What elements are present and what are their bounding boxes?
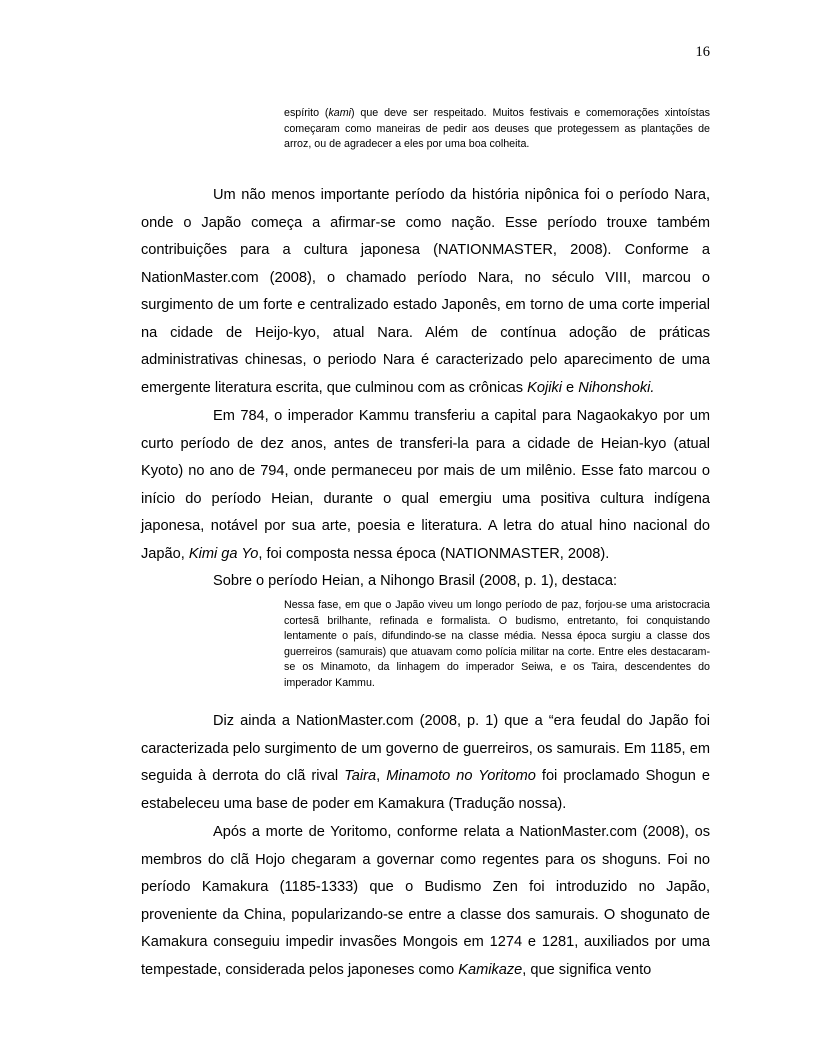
paragraph-text: foi proclamado Shogun e estabeleceu uma base de poder em Kamakura (Tradução nossa). [141, 768, 711, 812]
nihonshoki-term: Nihonshoki. [578, 379, 655, 396]
paragraph-intro-quote: Sobre o período Heian, a Nihongo Brasil (2008, p. 1), destaca: [213, 573, 618, 589]
paragraph-text: Diz ainda a NationMaster.com (2008, p. 1) que a “era feudal do Japão foi caracterizada pelo surgimento de um governo de guerreiros, os samurais. Em 1185, em seguida à derrota do clã rival [141, 713, 710, 784]
paragraph-feudal [141, 708, 710, 818]
kimigayo-term: Kimi ga Yo [188, 545, 259, 562]
paragraph-nara [141, 182, 710, 402]
page-number: 16 [695, 44, 710, 60]
paragraph-text: Em 784, o imperador Kammu transferiu a capital para Nagaokakyo por um curto período de dez anos, antes de transferi-la para a cidade de Heian-kyo (atual Kyoto) no ano de 794, onde permaneceu por mais de um milênio. Esse fato marcou o início do período Heian, durante o qual emergiu uma positiva cultura indígena japonesa, notável por sua arte, poesia e literatura. A letra do atual hino nacional do Japão, [141, 408, 710, 562]
body-text-lower [141, 708, 710, 984]
paragraph-text: , que significa vento [522, 961, 652, 978]
paragraph-text: , foi composta nessa época (NATIONMASTER, 2008). [258, 545, 610, 562]
paragraph-text: Um não menos importante período da história nipônica foi o período Nara, onde o Japão começa a afirmar-se como nação. Esse período trouxe também contribuições para a cultura japonesa (NATIONMASTER, 2008). Conforme a NationMaster.com (2008), o chamado período Nara, no século VIII, marcou o surgimento de um forte e centralizado estado Japonês, em torno de uma corte imperial na cidade de Heijo-kyo, atual Nara. Além de contínua adoção de práticas administrativas chinesas, o periodo Nara é caracterizado pelo aparecimento de uma emergente literatura escrita, que culminou com as crônicas [141, 187, 710, 396]
block-quote-shinto [284, 106, 710, 153]
paragraph-text: e [561, 379, 579, 396]
quote-paragraph [284, 106, 710, 153]
quote-text: espírito ( [284, 107, 329, 119]
minamoto-term: Minamoto no Yoritomo [386, 768, 536, 784]
kojiki-term: Kojiki [527, 379, 562, 396]
taira-term: Taira [344, 768, 377, 784]
kami-term: kami [328, 107, 352, 119]
paragraph-text: , [376, 768, 387, 784]
paragraph-text: Após a morte de Yoritomo, conforme relata a NationMaster.com (2008), os membros do clã Hojo chegaram a governar como regentes para os shoguns. Foi no período Kamakura (1185-1333) que o Budismo Zen foi introduzido no Japão, proveniente da China, popularizando-se entre a classe dos samurais. O shogunato de Kamakura conseguiu impedir invasões Mongois em 1274 e 1281, auxiliados por uma tempestade, considerada pelos japoneses como [141, 824, 710, 978]
paragraph-heian [141, 403, 710, 568]
body-text-upper [141, 182, 710, 596]
block-quote-heian [284, 598, 710, 692]
quote-paragraph: Nessa fase, em que o Japão viveu um longo período de paz, forjou-se uma aristocracia cortesã brilhante, refinada e formalista. O budismo, entretanto, foi conquistando lentamente o país, difundindo-se na classe média. Nessa época surgiu a classe dos guerreiros (samurais) que atuavam como polícia militar na corte. Entre eles destacaram-se os Minamoto, da linhagem do imperador Seiwa, e os Taira, descendentes do imperador Kammu. [284, 599, 710, 689]
kamikaze-term: Kamikaze [458, 961, 523, 978]
quote-text: ) que deve ser respeitado. Muitos festivais e comemorações xintoístas começaram como maneiras de pedir aos deuses que protegessem as plantações de arroz, ou de agradecer a eles por uma boa colheita. [284, 107, 710, 151]
paragraph-kamakura [141, 819, 710, 984]
